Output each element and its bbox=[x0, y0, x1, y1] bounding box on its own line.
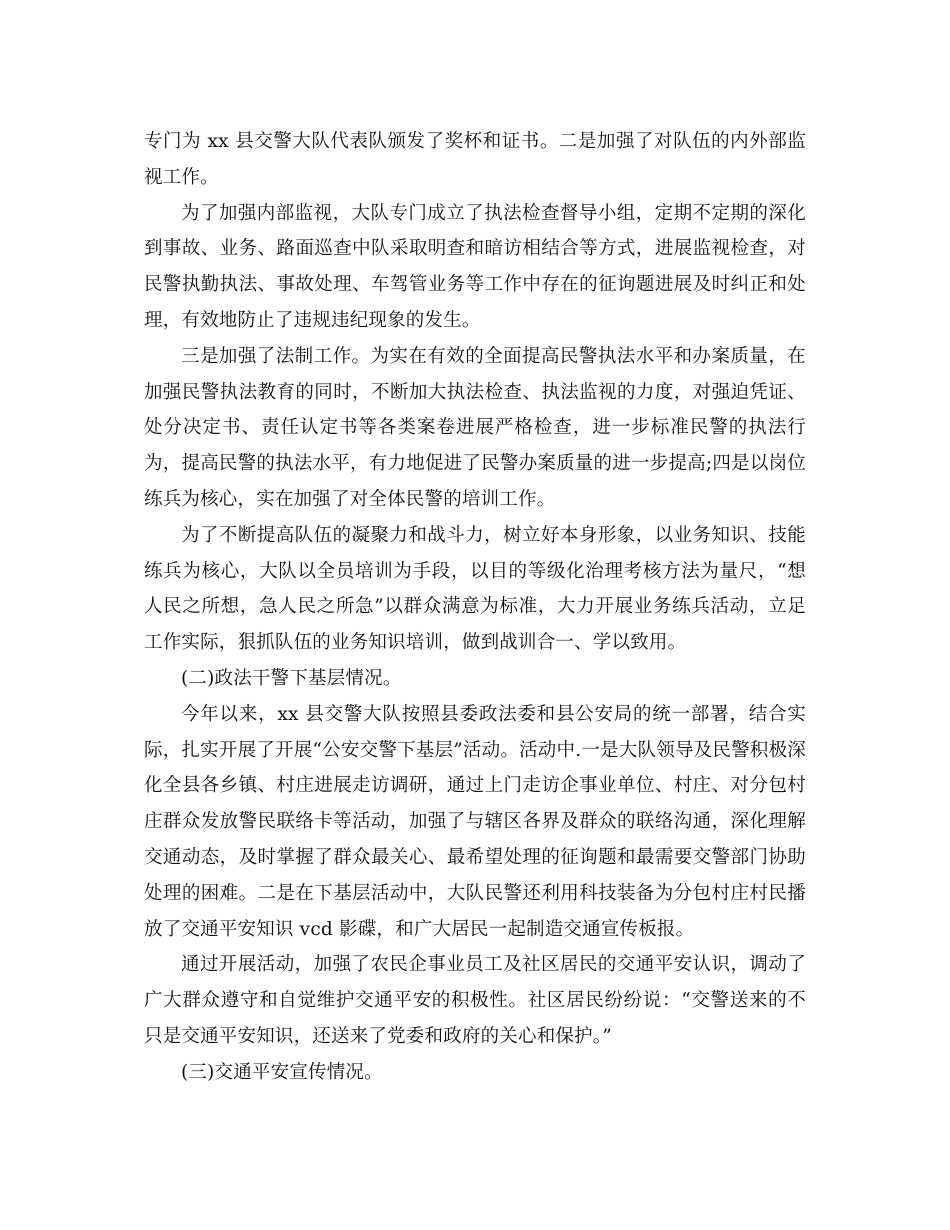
paragraph-internal-supervision: 为了加强内部监视，大队专门成立了执法检查督导小组，定期不定期的深化到事故、业务、路面巡查中队采取明查和暗访相结合等方式，进展监视检查，对民警执勤执法、事故处理、车驾管业务等工作中存在的征询题进展及时纠正和处理，有效地防止了违规违纪现象的发生。 bbox=[144, 202, 806, 331]
section-heading-safety-publicity: (三)交通平安宣传情况。 bbox=[181, 1061, 383, 1083]
paragraph-continued: 专门为 xx 县交警大队代表队颁发了奖杯和证书。二是加强了对队伍的内外部监视工作。 bbox=[144, 131, 806, 188]
paragraph-grassroots-activities: 今年以来，xx 县交警大队按照县委政法委和县公安局的统一部署，结合实际，扎实开展了开展“公安交警下基层”活动。活动中.一是大队领导及民警积极深化全县各乡镇、村庄进展走访调研，通过上门走访企事业单位、村庄、对分包村庄群众发放警民联络卡等活动，加强了与辖区各界及群众的联络沟通，深化理解交通动态，及时掌握了群众最关心、最希望处理的征询题和最需要交警部门协助处理的困难。二是在下基层活动中，大队民警还利用科技装备为分包村庄村民播放了交通平安知识 vcd 影碟，和广大居民一起制造交通宣传板报。 bbox=[144, 703, 806, 940]
paragraph-activity-results: 通过开展活动，加强了农民企事业员工及社区居民的交通平安认识，调动了广大群众遵守和自觉维护交通平安的积极性。社区居民纷纷说：“交警送来的不只是交通平安知识，还送来了党委和政府的关心和保护。” bbox=[144, 954, 806, 1047]
section-heading-grassroots: (二)政法干警下基层情况。 bbox=[181, 667, 402, 689]
paragraph-training: 为了不断提高队伍的凝聚力和战斗力，树立好本身形象，以业务知识、技能练兵为核心，大队以全员培训为手段，以目的等级化治理考核方法为量尺，“想人民之所想，急人民之所急”以群众满意为标准，大力开展业务练兵活动，立足工作实际，狠抓队伍的业务知识培训，做到战训合一、学以致用。 bbox=[144, 524, 806, 654]
paragraph-legal-work: 三是加强了法制工作。为实在有效的全面提高民警执法水平和办案质量，在加强民警执法教育的同时，不断加大执法检查、执法监视的力度，对强迫凭证、处分决定书、责任认定书等各类案卷进展严格检查，进一步标准民警的执法行为，提高民警的执法水平，有力地促进了民警办案质量的进一步提高;四是以岗位练兵为核心，实在加强了对全体民警的培训工作。 bbox=[144, 345, 806, 510]
